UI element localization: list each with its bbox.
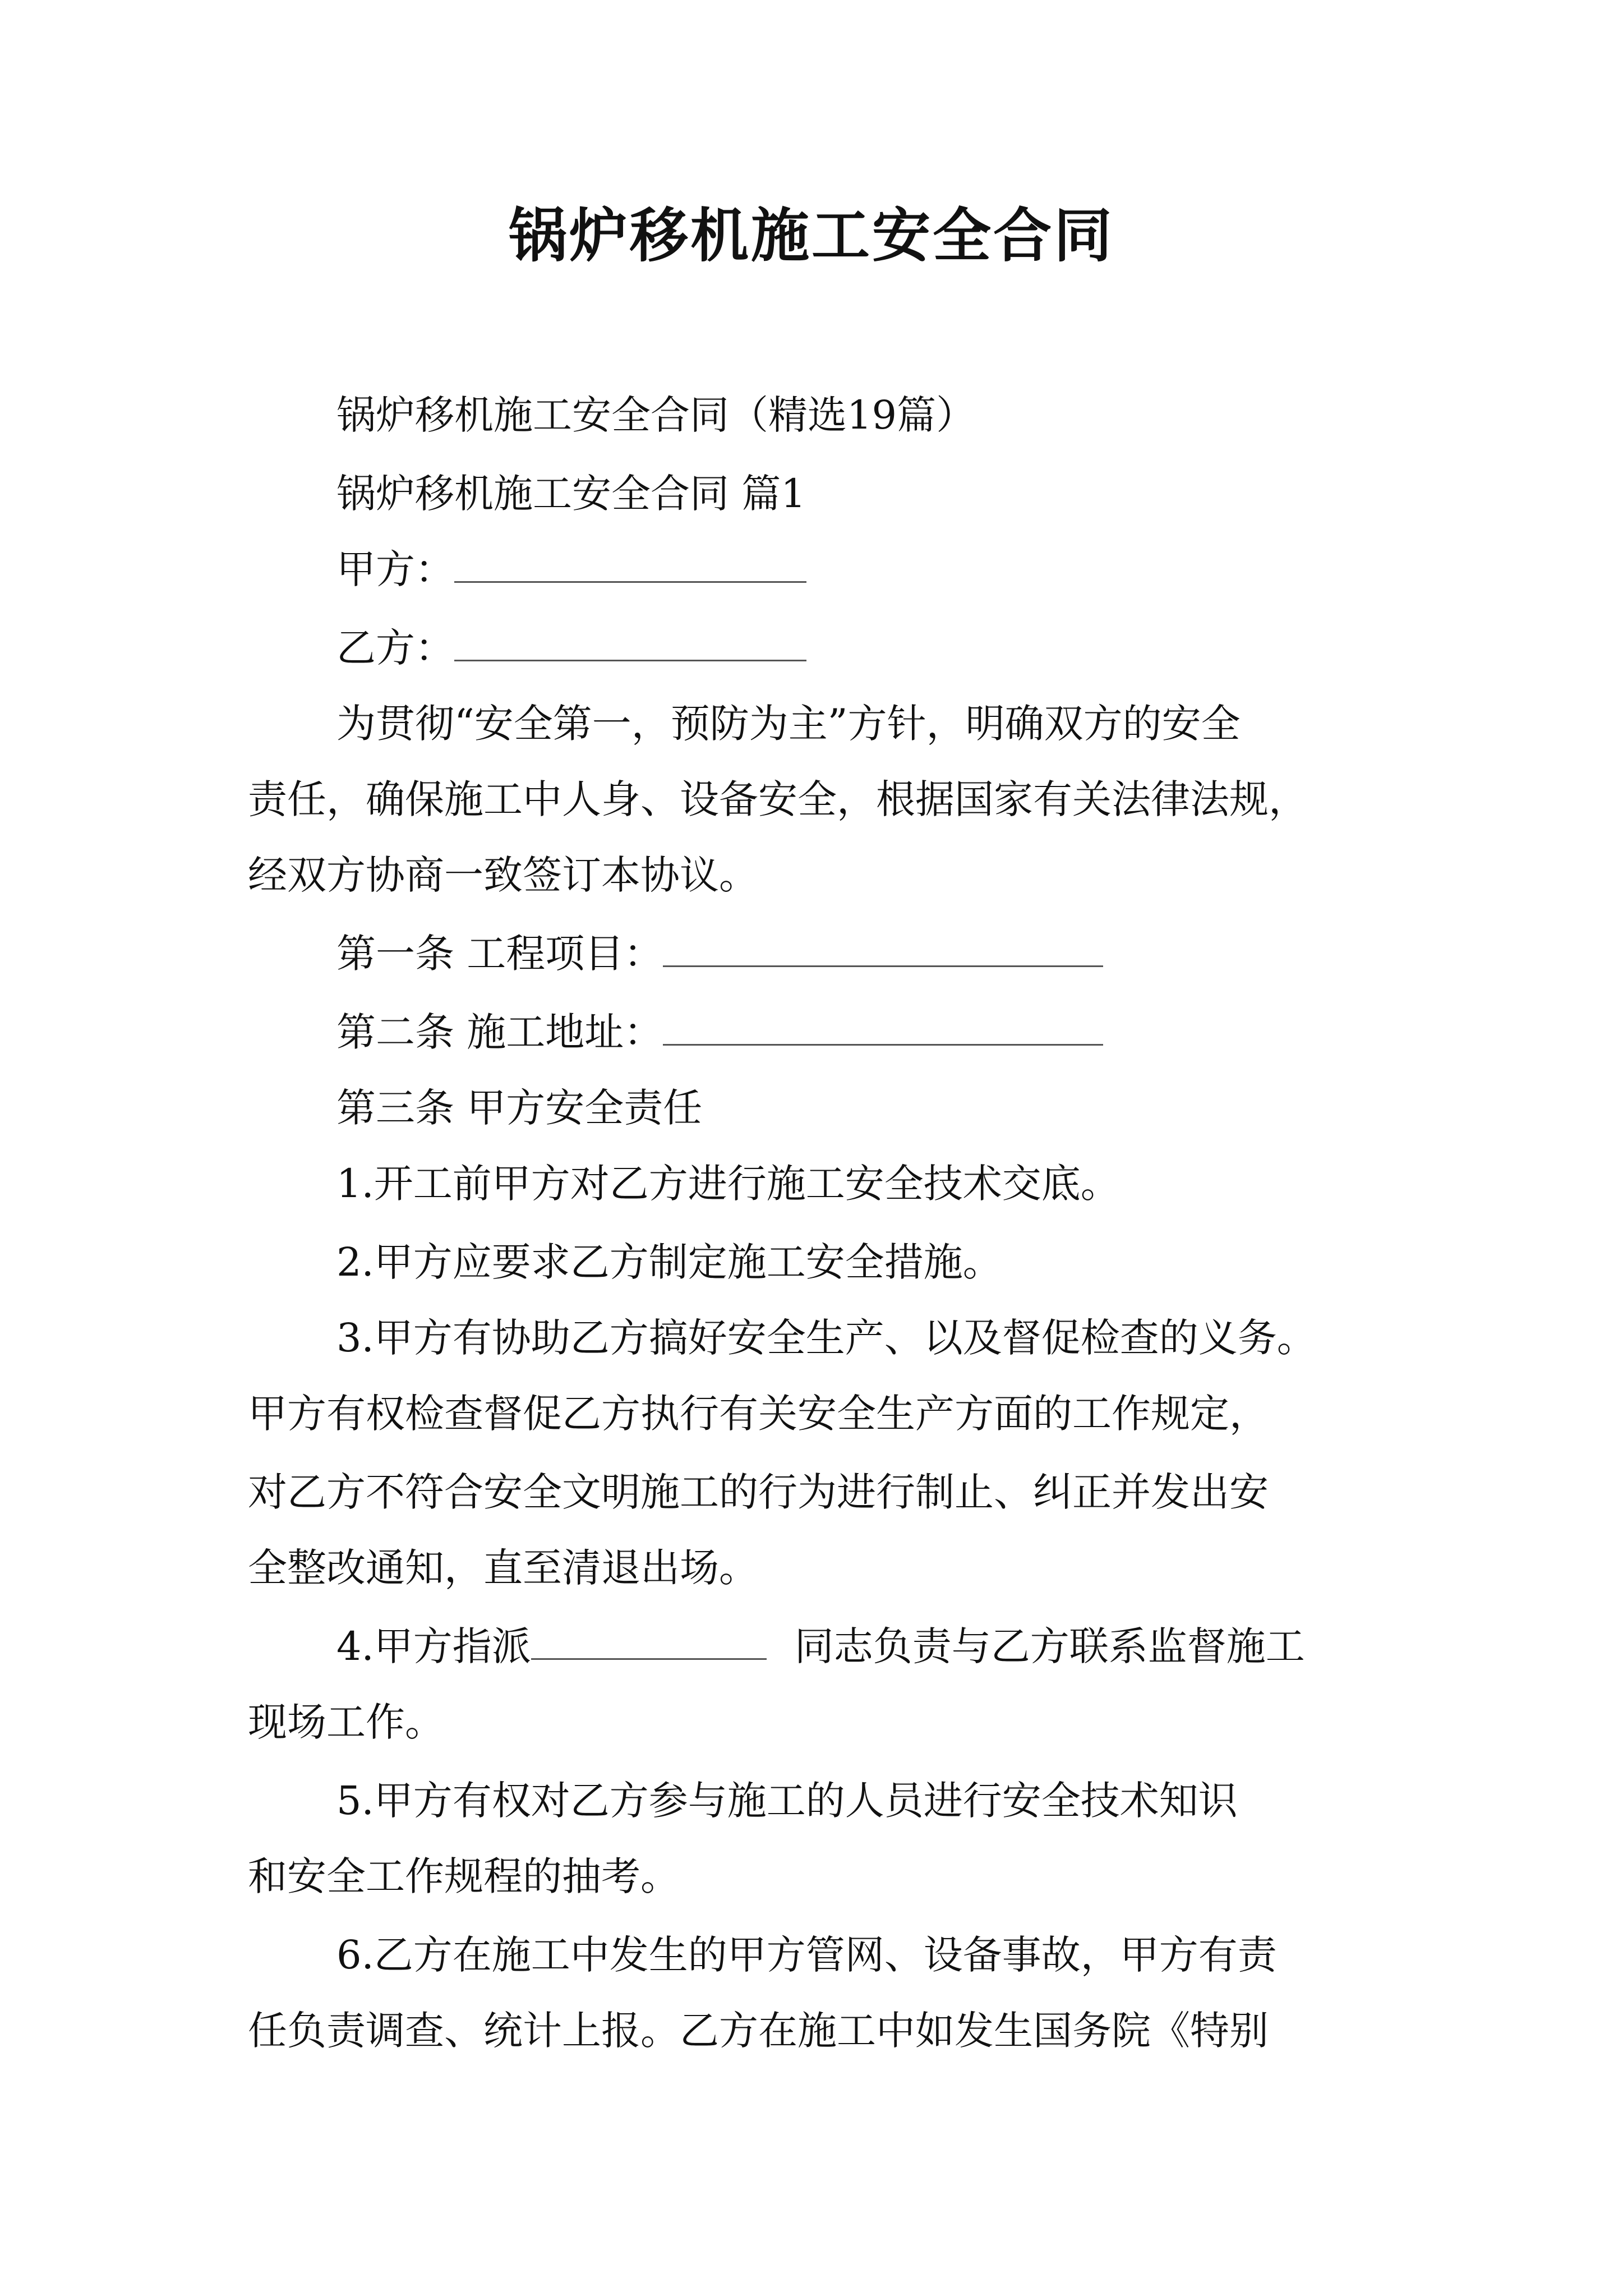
item-6-line-1: 6.乙方在施工中发生的甲方管网、设备事故，甲方有责 xyxy=(336,1932,1277,1978)
item-5-line-1: 5.甲方有权对乙方参与施工的人员进行安全技术知识 xyxy=(336,1778,1238,1824)
article-1-label: 第一条 工程项目： xyxy=(336,931,663,977)
item-3-line-4: 全整改通知，直至清退出场。 xyxy=(248,1545,758,1591)
party-a-blank[interactable] xyxy=(454,546,806,583)
party-a-line xyxy=(336,541,806,597)
article-1-line xyxy=(336,926,1103,982)
item-1: 1.开工前甲方对乙方进行施工安全技术交底。 xyxy=(336,1161,1120,1207)
article-1-blank[interactable] xyxy=(663,931,1103,967)
document-subtitle: 锅炉移机施工安全合同（精选19篇） xyxy=(336,392,976,438)
intro-line-2: 责任，确保施工中人身、设备安全，根据国家有关法律法规， xyxy=(248,776,1308,822)
article-3-heading: 第三条 甲方安全责任 xyxy=(336,1085,703,1131)
intro-line-3: 经双方协商一致签订本协议。 xyxy=(248,852,758,898)
item-2: 2.甲方应要求乙方制定施工安全措施。 xyxy=(336,1239,1002,1285)
party-b-blank[interactable] xyxy=(454,625,806,661)
party-a-label: 甲方： xyxy=(336,546,454,592)
item-3-line-1: 3.甲方有协助乙方搞好安全生产、以及督促检查的义务。 xyxy=(336,1315,1316,1361)
article-2-blank[interactable] xyxy=(663,1009,1103,1046)
article-2-label: 第二条 施工地址： xyxy=(336,1009,663,1055)
item-3-line-2: 甲方有权检查督促乙方执行有关安全生产方面的工作规定， xyxy=(248,1391,1269,1437)
intro-line-1: 为贯彻“安全第一，预防为主”方针，明确双方的安全 xyxy=(336,701,1241,747)
item-3-line-3: 对乙方不符合安全文明施工的行为进行制止、纠正并发出安 xyxy=(248,1469,1269,1515)
party-b-label: 乙方： xyxy=(336,625,454,671)
document-title: 锅炉移机施工安全合同 xyxy=(508,201,1114,270)
item-4-line-2: 现场工作。 xyxy=(248,1699,444,1745)
item-5-line-2: 和安全工作规程的抽考。 xyxy=(248,1853,680,1899)
item-4-suffix: 同志负责与乙方联系监督施工 xyxy=(794,1623,1305,1669)
section-heading: 锅炉移机施工安全合同 篇1 xyxy=(336,471,806,517)
item-4-prefix: 4.甲方指派 xyxy=(336,1623,531,1669)
item-4-line-1 xyxy=(336,1618,1305,1674)
party-b-line xyxy=(336,620,806,676)
article-2-line xyxy=(336,1004,1103,1060)
item-6-line-2: 任负责调查、统计上报。乙方在施工中如发生国务院《特别 xyxy=(248,2008,1269,2054)
item-4-blank[interactable] xyxy=(531,1623,767,1660)
